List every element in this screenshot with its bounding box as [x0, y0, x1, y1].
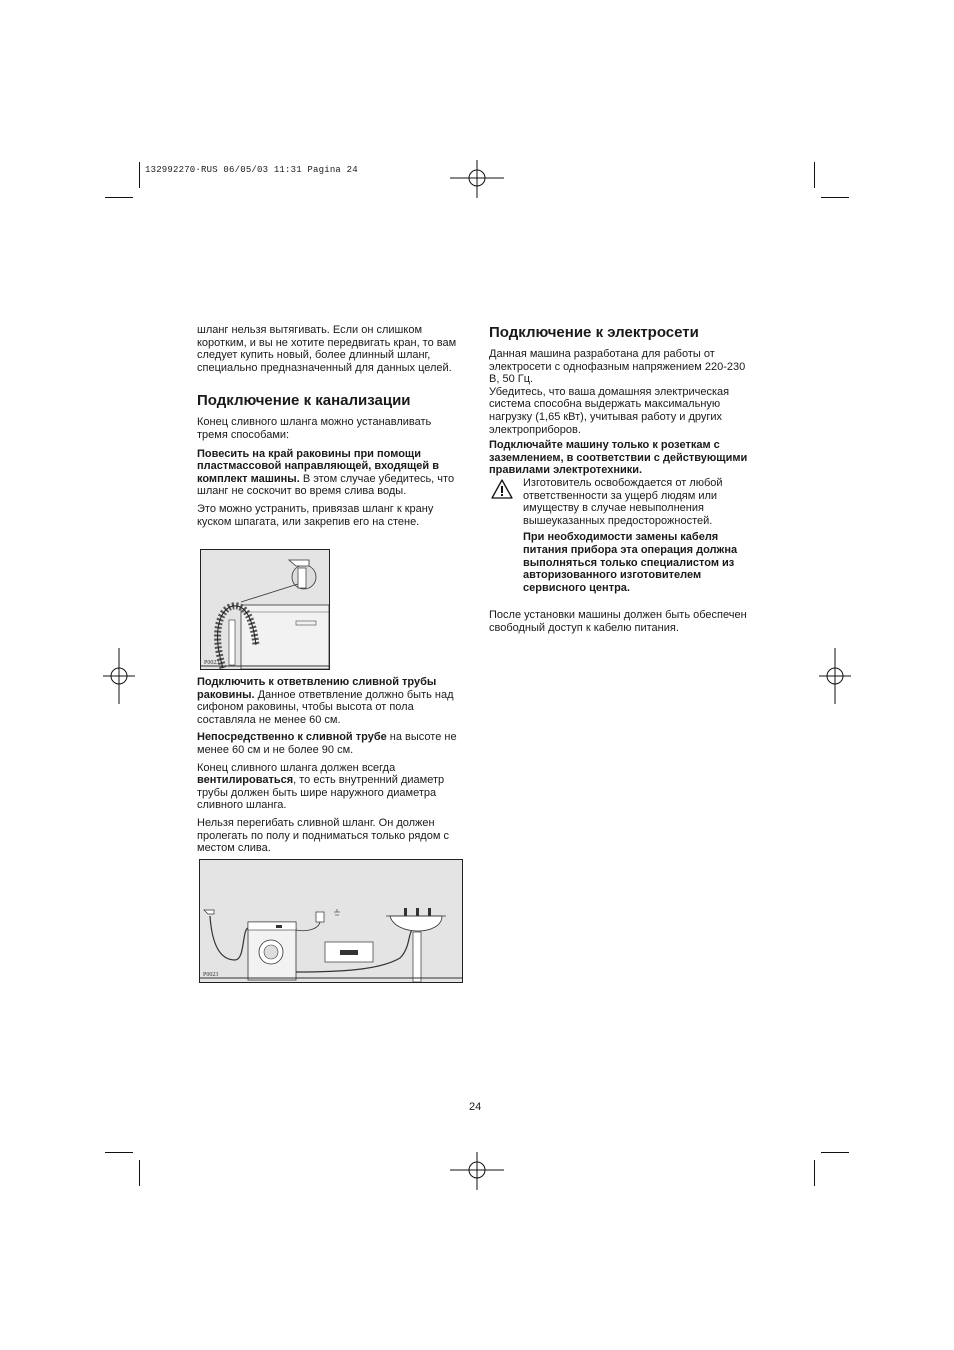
warning-block [523, 477, 751, 599]
right-column [489, 324, 751, 481]
method2-text: Данное ответвление должно быть над сифоном раковины, чтобы высота от пола составляла не менее 60 см. [197, 688, 454, 726]
intro-text: шланг нельзя вытягивать. Если он слишком коротким, и вы не хотите передвигать кран, то вам следует купить новый, более длинный шланг, специально предназначенный для данных целей. [197, 324, 457, 374]
warning-text: Изготовитель освобождается от любой ответственности за ущерб людям или имуществу в случае невыполнения вышеуказанных предосторожностей. [523, 477, 723, 527]
ground-text [489, 439, 751, 477]
figure-installation [199, 859, 463, 983]
page-number: 24 [469, 1101, 482, 1113]
vent-bold: вентилироваться [197, 774, 294, 787]
drain-intro: Конец сливного шланга можно устанавливать тремя способами: [197, 416, 432, 441]
registration-mark-right [819, 648, 851, 704]
method1-paragraph [197, 448, 459, 498]
installation-drawing [200, 860, 462, 982]
check-text: Убедитесь, что ваша домашняя электрическая система способна выдержать максимальную нагрузку (1,65 кВт), учитывая работу и других электроприборов. [489, 385, 730, 436]
vent-paragraph [197, 762, 463, 812]
figure1-code: P0023 [204, 660, 220, 666]
sink-hose-drawing [201, 550, 329, 669]
method1-note: Это можно устранить, привязав шланг к крану куском шпагата, или закрепив его на стене. [197, 502, 434, 528]
figure-sink-hose [200, 549, 330, 670]
electric-heading: Подключение к электросети [489, 324, 699, 341]
bend-text: Нельзя перегибать сливной шланг. Он должен пролегать по полу и подниматься только рядом с местом слива. [197, 816, 449, 855]
registration-mark-top [450, 160, 504, 198]
warning-icon [490, 478, 514, 500]
access-text: После установки машины должен быть обеспечен свободный доступ к кабелю питания. [489, 609, 747, 634]
ground-bold: Подключайте машину только к розеткам с заземлением, в соответствии с действующими правилами электротехники. [489, 439, 748, 477]
spec-text: Данная машина разработана для работы от электросети с однофазным напряжением 220-230 В, 50 Гц. [489, 348, 746, 386]
method3-paragraph [197, 731, 463, 756]
drain-heading: Подключение к канализации [197, 392, 411, 410]
warning-bold: При необходимости замены кабеля питания прибора эта операция должна выполняться только специалистом из авторизованного изготовителем сервисного центра. [523, 531, 738, 594]
method3-bold: Непосредственно к сливной трубе [197, 731, 387, 744]
left-column-lower [197, 676, 463, 860]
figure2-code: P0023 [203, 972, 219, 978]
method3-text: на высоте не менее 60 см и не более 90 см. [197, 731, 457, 756]
method1-text: В этом случае убедитесь, что шланг не соскочит во время слива воды. [197, 472, 455, 498]
method2-bold: Подключить к ответвлению сливной трубы раковины. [197, 676, 437, 701]
method2-paragraph [197, 676, 463, 726]
access-block [489, 609, 759, 639]
method1-bold: Повесить на край раковины при помощи пластмассовой направляющей, входящей в комплект машины. [197, 447, 439, 485]
warning-bold-paragraph [523, 531, 751, 594]
registration-mark-left [103, 648, 135, 704]
vent-text-1: Конец сливного шланга должен всегда [197, 761, 396, 774]
print-header: 132992270·RUS 06/05/03 11:31 Pagina 24 [145, 165, 358, 175]
vent-text-2: , то есть внутренний диаметр трубы должен быть шире наружного диаметра сливного шланга. [197, 774, 445, 812]
registration-mark-bottom [450, 1152, 504, 1190]
left-column [197, 324, 459, 533]
